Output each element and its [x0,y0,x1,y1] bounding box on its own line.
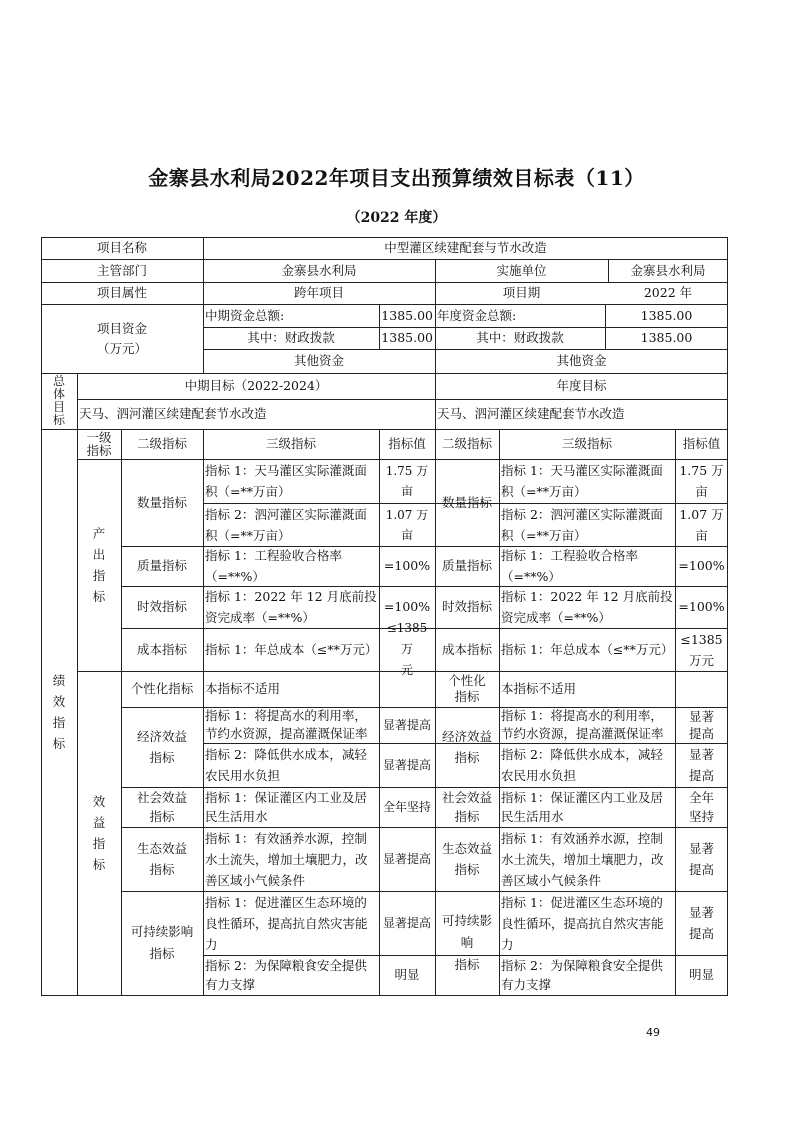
overall-goal-label: 总 体 目 标 [52,374,65,427]
eco-indicator-year: 生态效益 指标 [441,841,492,877]
sustain-indicator-year: 可持续影 响 指标 [441,913,492,972]
year-goal-label: 年度目标 [556,378,607,393]
personal-indicator: 个性化指标 [130,681,194,696]
sustain-item-1-year: 指标 1：促进灌区生态环境的良性循环，提高抗自然灾害能力 [501,894,664,952]
performance-indicator-label: 绩 效 指 标 [52,673,66,751]
social-indicator: 社会效益 指标 [136,790,187,824]
timeliness-item-1-year: 指标 1：2022 年 12 月底前投资完成率（=**%） [501,589,673,625]
timeliness-item-1: 指标 1：2022 年 12 月底前投资完成率（=**%） [205,589,377,625]
dept-value: 金寨县水利局 [281,262,357,278]
page-subtitle: （2022 年度） [346,210,447,226]
economic-item-1: 指标 1：将提高水的利用率，节约水资源，提高灌溉保证率 [205,708,368,741]
quantity-item-2-year: 指标 2：泗河灌区实际灌溉面积（=**万亩） [501,506,663,543]
quality-value-1: =100% [383,558,431,573]
year-goal-text: 天马、泗河灌区续建配套节水改造 [437,406,625,421]
economic-indicator-year: 经济效益 指标 [441,729,492,765]
eco-value-1-year: 显著 提高 [688,841,714,877]
year-total-value: 1385.00 [640,307,693,323]
cost-value-1-year: ≤1385 万元 [680,631,723,668]
mid-total-value: 1385.00 [381,307,433,323]
eco-item-1: 指标 1：有效涵养水源，控制水土流失，增加土壤肥力，改善区域小气候条件 [205,830,368,888]
page-number: 49 [646,1026,660,1039]
quantity-value-1-year: 1.75 万 亩 [679,463,724,499]
cost-item-1: 指标 1：年总成本（≤**万元） [205,641,378,657]
cost-item-1-year: 指标 1：年总成本（≤**万元） [501,641,674,657]
cost-indicator-year: 成本指标 [441,641,492,657]
quality-indicator: 质量指标 [136,558,187,573]
year-total-label: 年度资金总额: [437,307,517,323]
year-other-label: 其他资金 [556,353,607,368]
attr-value: 跨年项目 [293,285,344,300]
col-value: 指标值 [388,436,426,451]
eco-value-1: 显著提高 [382,852,431,866]
personal-item-1-year: 本指标不适用 [501,681,577,696]
economic-indicator: 经济效益 指标 [136,729,187,765]
timeliness-value-1: =100% [383,599,431,614]
mid-goal-text: 天马、泗河灌区续建配套节水改造 [79,406,267,421]
quantity-item-1: 指标 1：天马灌区实际灌溉面积（=**万亩） [205,463,367,499]
quality-item-1: 指标 1：工程验收合格率（=**%） [205,548,342,584]
quality-value-1-year: =100% [678,558,725,573]
period-value: 2022 年 [643,285,693,300]
col-value-year: 指标值 [682,436,721,451]
social-value-1-year: 全年 坚持 [688,790,714,824]
eco-item-1-year: 指标 1：有效涵养水源，控制水土流失，增加土壤肥力，改善区域小气候条件 [501,830,664,888]
mid-goal-label: 中期目标（2022-2024） [184,378,328,393]
social-item-1-year: 指标 1：保证灌区内工业及居民生活用水 [501,790,663,824]
quantity-indicator-year: 数量指标 [441,494,492,510]
quantity-value-2-year: 1.07 万 亩 [679,506,724,543]
col-level2-year: 二级指标 [441,436,492,451]
economic-item-1-year: 指标 1：将提高水的利用率，节约水资源，提高灌溉保证率 [501,708,664,741]
impl-label: 实施单位 [496,262,547,278]
quantity-indicator: 数量指标 [136,494,187,510]
project-name: 中型灌区续建配套与节水改造 [384,240,547,255]
sustain-value-1: 显著提高 [382,916,431,930]
mid-fiscal-label: 其中：财政拨款 [247,330,335,345]
cost-indicator: 成本指标 [136,641,187,657]
social-item-1: 指标 1：保证灌区内工业及居民生活用水 [205,790,367,824]
year-fiscal-label: 其中：财政拨款 [476,330,564,345]
impl-value: 金寨县水利局 [630,262,706,278]
page-title: 金寨县水利局2022年项目支出预算绩效目标表（11） [148,166,645,190]
year-fiscal-value: 1385.00 [640,330,693,345]
col-level3: 三级指标 [265,436,316,451]
eco-indicator: 生态效益 指标 [136,841,187,877]
quantity-value-2: 1.07 万亩 [385,507,429,542]
economic-item-2: 指标 2：降低供水成本，减轻农民用水负担 [205,747,367,783]
dept-label: 主管部门 [96,262,147,278]
social-value-1: 全年坚持 [382,800,431,814]
timeliness-value-1-year: =100% [678,599,725,614]
period-label: 项目期 [502,285,541,300]
economic-value-1: 显著提高 [382,718,431,732]
quality-indicator-year: 质量指标 [441,558,492,573]
col-level1: 一级 指标 [86,430,112,458]
economic-value-2-year: 显著 提高 [688,747,714,783]
effect-indicator-label: 效 益 指 标 [92,794,106,872]
col-level2: 二级指标 [136,436,187,451]
output-indicator-label: 产 出 指 标 [92,526,106,604]
sustain-value-2-year: 明显 [688,967,714,982]
economic-value-2: 显著提高 [382,758,431,772]
sustain-value-2: 明显 [394,967,420,982]
sustain-item-2-year: 指标 2：为保障粮食安全提供有力支撑 [501,958,663,992]
funds-label: 项目资金 （万元） [96,320,147,356]
quantity-item-2: 指标 2：泗河灌区实际灌溉面积（=**万亩） [205,506,367,543]
timeliness-indicator-year: 时效指标 [441,599,492,614]
project-name-label: 项目名称 [96,240,147,255]
economic-value-1-year: 显著 提高 [688,709,714,741]
sustain-item-1: 指标 1：促进灌区生态环境的良性循环，提高抗自然灾害能力 [205,894,368,952]
economic-item-2-year: 指标 2：降低供水成本，减轻农民用水负担 [501,747,663,783]
sustain-indicator: 可持续影响 指标 [130,924,194,961]
social-indicator-year: 社会效益 指标 [441,790,492,824]
mid-fiscal-value: 1385.00 [381,330,433,345]
quantity-item-1-year: 指标 1：天马灌区实际灌溉面积（=**万亩） [501,463,663,499]
personal-indicator-year: 个性化 指标 [448,673,486,704]
sustain-item-2: 指标 2：为保障粮食安全提供有力支撑 [205,958,367,992]
attr-label: 项目属性 [96,285,147,300]
budget-table [41,237,728,996]
mid-total-label: 中期资金总额: [205,307,285,323]
col-level3-year: 三级指标 [561,436,612,451]
quantity-value-1: 1.75 万亩 [385,464,429,498]
quality-item-1-year: 指标 1：工程验收合格率（=**%） [501,548,638,584]
mid-other-label: 其他资金 [293,353,344,368]
personal-item-1: 本指标不适用 [205,681,281,696]
cost-value-1: ≤1385 万 元 [386,621,428,677]
timeliness-indicator: 时效指标 [136,599,187,614]
sustain-value-1-year: 显著 提高 [688,905,714,941]
